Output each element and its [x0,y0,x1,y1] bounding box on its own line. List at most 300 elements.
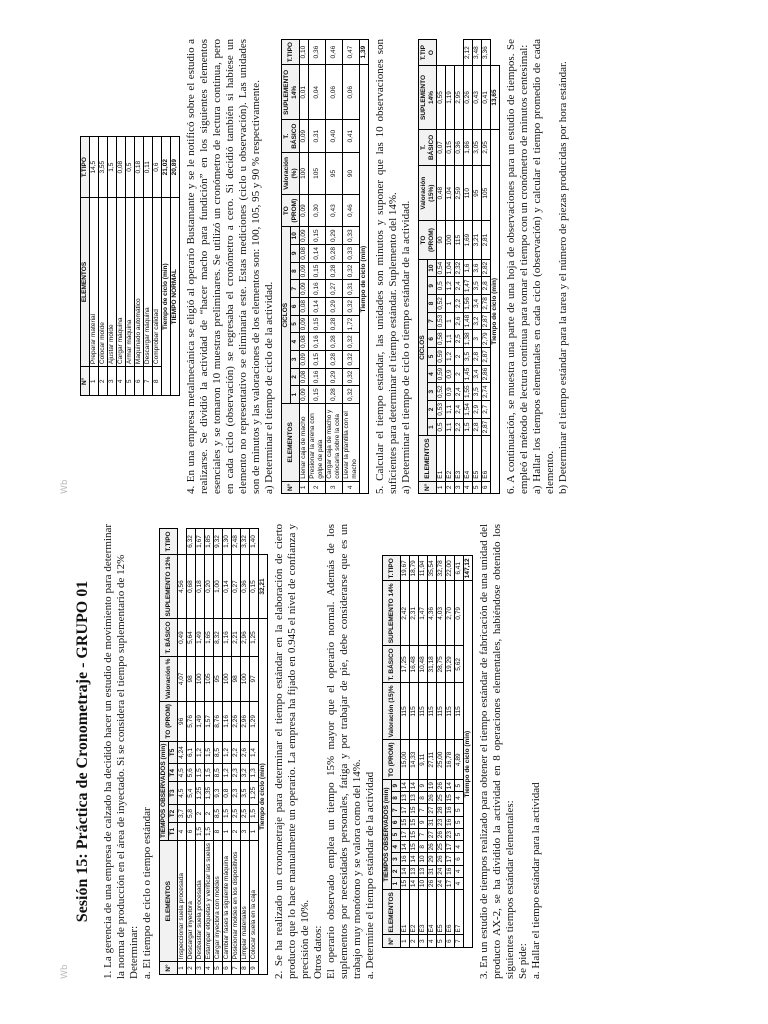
table-cell: 0,08 [300,333,309,351]
sub-column-header: 8 [291,262,300,280]
table-cell: 2 [446,481,455,493]
table-cell: 1 [300,481,309,493]
table-cell: 25,00 [437,740,446,780]
table-cell: 17 [446,853,455,865]
table-cell: 0,43 [473,66,482,129]
table-cell: 6 [223,962,232,974]
table-cell: 2 [410,935,419,947]
table-cell: 0,29 [326,227,343,245]
table-cell: 0,36 [309,40,326,65]
question-item-b: b) Determinar el tiempo estándar para la tarea y el número de piezas producidas por hora estándar. [557,61,569,494]
table-cell: 105 [309,152,326,194]
column-header: ELEMENTOS [383,890,401,935]
sub-column-header: 5 [392,828,401,840]
question-3 [478,524,543,979]
table-cell: 5 [455,780,464,792]
table-cell: 27 [428,804,437,816]
table-cell: 115 [419,683,428,740]
table-cell: 90 [343,152,360,194]
column-header: SUPLEMENTO 14% [419,66,437,129]
table-cell: 4 [205,962,214,974]
table-cell: 115 [446,683,455,740]
question-text: Se ha realizado un cronometraje para determinar el tiempo estándar en la elaboración de cierto producto que lo hace manualmente un operario. La empresa ha fijado en 0.945 el nivel de confianza y precisión de 10%. [273,523,311,979]
table-cell: 6 [187,823,196,841]
table-cell: 0,36 [241,554,250,619]
table-cell: 6 [446,935,455,947]
table-cell: 26 [437,780,446,792]
table-cell: 3,5 [241,782,250,805]
table-cell: Ajustar molde [108,197,117,366]
table-cell: 17 [446,877,455,889]
table-cell: 0,29 [326,298,343,316]
table-cell: 0,9 [446,383,455,401]
table-cell: 10,48 [419,646,428,683]
table-cell: 4,07 [178,656,187,701]
table-cell: 14 [410,780,419,792]
table-cell: 1 [90,367,99,396]
table-cell: 96 [178,702,187,742]
table-cell: 0,08 [300,368,309,386]
table-cell: 7 [455,935,464,947]
table-cell: 100 [300,152,309,194]
table-row [446,40,455,494]
table-cell: 15,00 [401,740,410,780]
table-cell: 14,5 [90,137,99,197]
table-cell: 2,48 [232,529,241,554]
table-cell: 115 [410,683,419,740]
table-cell: 2,96 [241,619,250,656]
sub-column-header: 10 [291,227,300,245]
table-cell: 0,59 [437,365,446,383]
table-cell: 2,86 [482,365,491,383]
table-cell: 8 [419,841,428,853]
table-cell: 7 [419,804,428,816]
question-text: Calcular el tiempo estándar, las unidades son minutos y suponer que las 10 observaciones son suficientes para determinar el tiempo estándar. Suplemento del 14%. [374,38,399,494]
question-6 [505,39,570,494]
table-cell: 0,41 [482,66,491,129]
table-cell: 15 [410,816,419,828]
table-cell: 2,95 [482,129,491,165]
table-row [241,529,250,974]
table-cell: 1,25 [250,782,259,805]
table-cell: 3 [455,481,464,493]
table-cell: 2,12 [464,40,473,66]
table-cell: 2 [205,804,214,822]
column-header: N° [383,935,401,947]
table-4 [281,39,369,494]
table-cell: 105 [482,166,491,221]
table-total-row [491,40,500,494]
table-cell: 16,78 [446,740,455,780]
table-cell: Presionar la arena con golpe de pala [309,403,326,481]
table-row [144,137,153,396]
table-cell: 0,36 [455,129,464,165]
table-cell: 13 [401,792,410,804]
table-cell: 31 [428,865,437,877]
table-cell: 9,3 [214,782,223,805]
table-row [153,137,162,396]
table-cell: 0,5 [437,418,446,436]
table-cell: 0,18 [135,137,144,197]
table-cell: 4 [455,792,464,804]
table-cell: E5 [473,436,482,481]
table-cell: E6 [446,890,455,935]
table-3 [80,137,180,397]
table-cell: 2 [455,365,464,383]
table-cell: 115 [455,683,464,740]
normal-label: TIEMPO NORMAL [171,197,180,396]
table-cell: 0,09 [300,350,309,368]
table-row [117,137,126,396]
table-cell: 6,1 [187,741,196,764]
table-cell: E1 [437,436,446,481]
table-cell: Cargar máquina [117,197,126,366]
sub-column-header: 3 [428,383,437,401]
table-cell: 1,40 [250,529,259,554]
table-cell: 26 [428,877,437,889]
table-cell: 1,69 [464,221,473,260]
table-cell: E1 [401,890,410,935]
table-cell: 0,40 [326,120,343,153]
table-cell: 2,4 [455,383,464,401]
table-cell: 100 [223,656,232,701]
table-cell: 15 [410,804,419,816]
table-cell: 4,5 [178,782,187,805]
question-item-a: a) Determinar el tiempo de ciclo o tiempo estándar de la actividad. [400,200,412,494]
total-label: Tiempo de ciclo (min) [360,65,369,494]
table-cell: 16 [446,804,455,816]
question-2 [273,524,377,979]
table-cell: Llevar la plantilla con el macho [343,403,360,481]
sub-column-header: T2 [169,804,178,822]
table-cell: 3,36 [482,40,491,66]
column-header: CICLOS [419,259,428,436]
table-cell: 3,55 [99,137,108,197]
table-cell: 27 [428,828,437,840]
table-cell: 8,5 [214,804,223,822]
table-cell: 0,14 [223,554,232,619]
table-cell: 2,5 [455,330,464,348]
table-cell: 1,1 [446,330,455,348]
table-total-row [360,40,369,494]
table-cell: Preparar material [90,197,99,366]
table-total-row [162,137,171,396]
sub-column-header: 8 [392,792,401,804]
table-cell: 1,04 [446,166,455,221]
column-header: ELEMENTOS [160,841,178,962]
table-cell: 1,49 [196,619,205,656]
column-header: T.TIPO [160,529,178,554]
column-header: ELEMENTOS [419,436,437,481]
table-cell: 0,58 [437,330,446,348]
question-item-a: a. Determine el tiempo estándar de la actividad [364,771,376,979]
table-cell: 0,47 [343,40,360,65]
table-cell: 1,25 [250,619,259,656]
table-cell: 3 [473,330,482,348]
table-cell: 5 [455,816,464,828]
table-cell: E3 [455,436,464,481]
table-cell: 3,05 [473,129,482,165]
table-cell: 0,18 [196,554,205,619]
table-cell: 1,29 [250,702,259,742]
column-header: Valoración (15)% [383,683,401,740]
table-cell: 2 [309,481,326,493]
table-cell: 1 [401,935,410,947]
table-cell: 6 [482,481,491,493]
table-cell: 2,2 [455,295,464,313]
table-cell: 2,26 [232,702,241,742]
table-cell: 0,09 [300,280,309,298]
table-cell: 2 [196,804,205,822]
table-cell: 7 [144,367,153,396]
table-cell: 5,6 [187,764,196,782]
table-cell: 1,35 [205,782,214,805]
table-cell: Colocar suela en la caja [250,841,259,962]
table-cell: E4 [464,436,473,481]
table-cell: 0,32 [343,262,360,280]
table-cell: 5 [455,804,464,816]
table-cell: Armar máquina [126,197,135,366]
table-row [419,556,428,948]
table-cell: 1,49 [196,702,205,742]
table-cell: 0,9 [446,365,455,383]
table-cell: 100 [196,656,205,701]
table-cell: 1,2 [196,741,205,764]
table-2 [382,555,473,948]
table-cell: 4,56 [178,554,187,619]
table-cell: 8 [153,367,162,396]
table-cell: 8 [419,792,428,804]
table-row [428,556,437,948]
column-header: ELEMENTOS [81,197,90,366]
table-cell: 25 [437,841,446,853]
table-cell: 1,3 [250,764,259,782]
table-cell: 31,18 [428,646,437,683]
table-1 [159,528,268,974]
table-cell: 1 [250,823,259,841]
table-cell: 7 [419,828,428,840]
table-cell: 3,5 [473,383,482,401]
total-value: 13,65 [491,66,500,129]
table-cell: 1,19 [446,66,455,129]
sub-column-header: T5 [169,741,178,764]
sub-column-header: 6 [428,330,437,348]
table-cell: 115 [437,683,446,740]
column-header: TO (PROM) [419,221,437,260]
table-cell: 4,5 [178,764,187,782]
table-cell: 5 [437,935,446,947]
table-cell: 4 [117,367,126,396]
table-cell: 3,6 [473,259,482,277]
question-5 [374,39,413,494]
table-cell: 0,28 [326,350,343,368]
table-cell: 0,09 [300,386,309,404]
table-cell: Cargar caja de macho y colocarla sobre la cola [326,403,343,481]
table-row [126,137,135,396]
column-header: T. BÁSICO [160,619,178,656]
table-cell: 0,55 [437,66,446,129]
table-cell: 24 [437,865,446,877]
total-value: 21,02 [162,137,171,197]
table-cell: 1,2 [446,348,455,366]
table-cell: 4 [343,481,360,493]
table-cell: 29 [428,853,437,865]
table-cell: 1,54 [464,401,473,419]
table-cell: 98 [187,656,196,701]
table-cell: Descargar inyectora [187,841,196,962]
column-header: TIEMPOS OBSERVADOS (min) [383,780,392,890]
table-cell: 0,09 [300,315,309,333]
watermark: Wb [60,964,70,979]
table-cell: 3 [108,367,117,396]
total-value: 1,39 [360,40,369,65]
table-cell: 4 [178,823,187,841]
sub-column-header: 7 [428,312,437,330]
table-cell: 31 [428,816,437,828]
page-title: Sesión 15: Práctica de Cronometraje - GRUPO 01 [74,580,91,923]
total-value: 147,12 [464,556,473,581]
table-cell: 6 [455,853,464,865]
table-cell: 1 [446,312,455,330]
sub-column-header: 2 [428,401,437,419]
table-cell: 0,14 [309,298,326,316]
table-cell: 3,48 [473,40,482,66]
table-cell: 1,00 [214,554,223,619]
table-cell: 15 [410,841,419,853]
table-cell: 2 [99,367,108,396]
table-cell: 0,28 [326,333,343,351]
column-header: N° [419,481,437,493]
table-cell: 4 [464,481,473,493]
table-cell: 2,32 [455,259,464,277]
table-cell: 2,4 [455,401,464,419]
table-cell: 19,29 [446,646,455,683]
table-cell: 3,5 [464,348,473,366]
table-row [196,529,205,974]
sub-column-header: 4 [392,841,401,853]
table-cell: 1,04 [446,259,455,277]
total-value: 32,21 [259,554,268,619]
table-cell: 3,21 [473,221,482,260]
table-cell: 2 [232,823,241,841]
column-header: T.TIP O [419,40,437,66]
table-cell: 0,46 [343,194,360,226]
table-cell: 1,30 [223,529,232,554]
table-cell: 2,7 [482,401,491,419]
table-row [178,529,187,974]
table-cell: 0,33 [343,245,360,263]
column-header: N° [160,962,178,974]
table-cell: 0,6 [153,137,162,197]
table-cell: 0,28 [326,262,343,280]
table-cell: 0,52 [437,295,446,313]
table-row [473,40,482,494]
table-cell: 2,6 [455,312,464,330]
question-text: A continuación, se muestra una parte de una hoja de observaciones para un estudio de tiempos. Se empleó el método de lectura continua para tomar el tiempo con un cronómetro de minutos centesimal: [505,39,530,494]
table-cell: 15 [446,792,455,804]
table-cell: 26 [428,841,437,853]
table-cell: 9 [419,780,428,792]
table-row [455,40,464,494]
table-cell: 1,5 [205,741,214,764]
table-cell: 0,15 [309,227,326,245]
question-number: 3. [478,970,490,979]
sub-column-header: 5 [428,348,437,366]
table-cell: E4 [428,890,437,935]
table-cell: 97 [250,656,259,701]
table-row [99,137,108,396]
column-header: CICLOS [282,227,291,404]
table-cell: 5,8 [187,804,196,822]
table-row [135,137,144,396]
table-cell: 0,15 [309,262,326,280]
table-cell: 1,72 [343,315,360,333]
sub-column-header: 1 [392,877,401,889]
table-cell: 17,25 [401,646,410,683]
table-cell: 3,7 [178,804,187,822]
question-label: Se pide: [517,943,529,979]
table-5 [418,39,500,494]
table-cell: 1,5 [196,823,205,841]
table-cell: 0,01 [300,65,309,120]
table-cell: 0,53 [437,401,446,419]
column-header: ELEMENTOS [282,403,300,481]
sub-column-header: 6 [392,816,401,828]
table-cell: 0,16 [309,333,326,351]
sub-column-header: 2 [291,368,300,386]
table-cell: 1,85 [205,529,214,554]
table-cell: 1 [178,962,187,974]
sub-column-header: 7 [392,804,401,816]
question-4 [185,39,276,494]
table-cell: Comprobar calidad [153,197,162,366]
table-cell: 28,75 [437,646,446,683]
table-row [401,556,410,948]
table-cell: 0,14 [309,245,326,263]
question-text: La gerencia de una empresa de calzado ha decidido hacer un estudio de movimiento para determinar la norma de producción en el área de inyectado. Si se considera el tiempo suplementario de 12% [102,524,127,979]
table-cell: 0,11 [144,137,153,197]
table-cell: 2,96 [241,702,250,742]
table-cell: 2,8 [473,418,482,436]
table-cell: 13 [419,865,428,877]
table-cell: 0,08 [300,298,309,316]
table-cell: 4 [455,877,464,889]
column-header: TO (PROM) [282,194,300,226]
table-cell: 2,6 [241,741,250,764]
table-cell: 0,16 [309,280,326,298]
table-cell: 5 [126,367,135,396]
question-label: Determinar: [128,925,140,979]
sub-column-header: 3 [392,853,401,865]
table-cell: 5,64 [187,619,196,656]
table-cell: 2,70 [446,581,455,646]
table-cell: 98 [232,656,241,701]
sub-column-header: T4 [169,764,178,782]
table-cell: 2,5 [241,804,250,822]
table-cell: 2,2 [455,418,464,436]
table-cell: 0,15 [309,386,326,404]
table-cell: 1,2 [446,277,455,295]
table-cell: 32,78 [437,556,446,581]
table-cell: 14 [401,841,410,853]
table-cell: 1,16 [223,702,232,742]
table-cell: 115 [401,683,410,740]
table-cell: 0,32 [343,333,360,351]
table-cell: 2,42 [401,581,410,646]
table-cell: Cambiar fases la siguiente máquina [223,841,232,962]
table-cell: 28 [437,804,446,816]
table-cell: 9 [419,816,428,828]
